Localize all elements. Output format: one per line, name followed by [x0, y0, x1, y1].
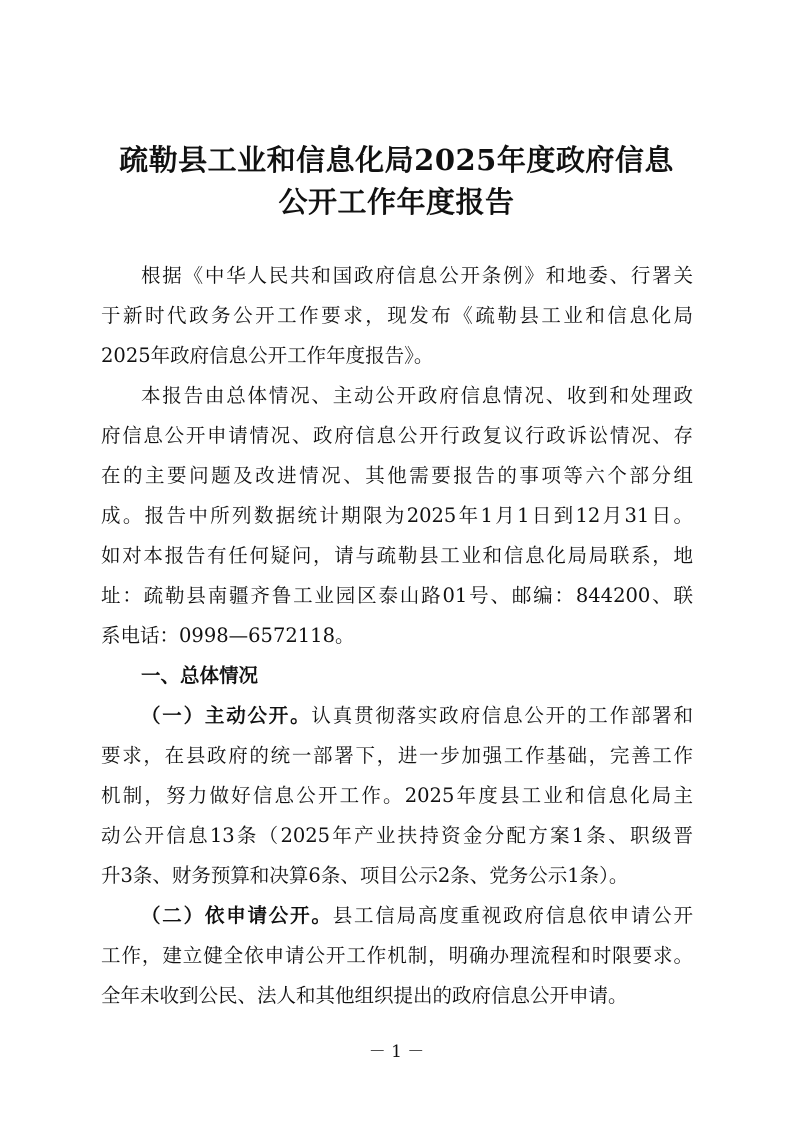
paragraph-1-line-2: 于新时代政务公开工作要求，现发布《疏勒县工业和信息化局: [101, 304, 693, 327]
paragraph-2-line-2: 府信息公开申请情况、政府信息公开行政复议行政诉讼情况、存: [101, 424, 693, 447]
subsection-2-heading: （二）依申请公开。: [141, 904, 333, 927]
section-1-heading: 一、总体情况: [141, 664, 259, 687]
subsection-1-line-2: 要求，在县政府的统一部署下，进一步加强工作基础，完善工作: [101, 744, 693, 767]
paragraph-1-line-3: 2025年政府信息公开工作年度报告》。: [101, 344, 434, 367]
document-title-line-2: 公开工作年度报告: [278, 185, 515, 219]
paragraph-2-line-4: 成。报告中所列数据统计期限为2025年1月1日到12月31日。: [101, 504, 693, 527]
document-title-line-1: 疏勒县工业和信息化局2025年度政府信息: [119, 143, 674, 177]
page-number: － 1 －: [368, 1042, 425, 1062]
paragraph-2-line-5: 如对本报告有任何疑问，请与疏勒县工业和信息化局局联系，地: [101, 544, 693, 567]
subsection-2-line-1: [141, 896, 693, 936]
subsection-1-line-3: 机制，努力做好信息公开工作。2025年度县工业和信息化局主: [101, 784, 693, 807]
paragraph-2-line-1: 本报告由总体情况、主动公开政府信息情况、收到和处理政: [141, 384, 693, 407]
subsection-2-line-1-text: 县工信局高度重视政府信息依申请公开: [332, 904, 693, 927]
paragraph-2-line-3: 在的主要问题及改进情况、其他需要报告的事项等六个部分组: [101, 464, 693, 487]
subsection-1-heading: （一）主动公开。: [141, 704, 312, 727]
subsection-2-line-3: 全年未收到公民、法人和其他组织提出的政府信息公开申请。: [101, 984, 628, 1007]
paragraph-1-line-1: 根据《中华人民共和国政府信息公开条例》和地委、行署关: [141, 264, 693, 287]
subsection-2-line-2: 工作，建立健全依申请公开工作机制，明确办理流程和时限要求。: [101, 944, 693, 967]
subsection-1-line-5: 升3条、财务预算和决算6条、项目公示2条、党务公示1条）。: [101, 864, 629, 887]
subsection-1-line-4: 动公开信息13条（2025年产业扶持资金分配方案1条、职级晋: [101, 824, 693, 847]
subsection-1-line-1: [141, 696, 693, 736]
paragraph-2-line-7: 系电话：0998—6572118。: [101, 624, 355, 647]
paragraph-2-line-6: 址：疏勒县南疆齐鲁工业园区泰山路01号、邮编：844200、联: [101, 584, 693, 607]
subsection-1-line-1-text: 认真贯彻落实政府信息公开的工作部署和: [311, 704, 693, 727]
